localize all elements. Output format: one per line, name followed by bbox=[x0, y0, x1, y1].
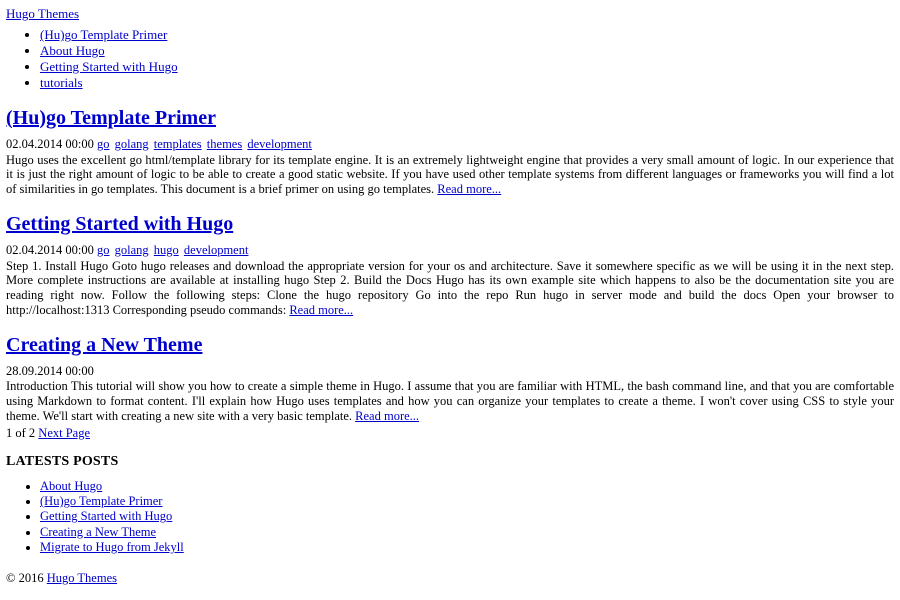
nav-link-template-primer[interactable]: (Hu)go Template Primer bbox=[40, 27, 168, 43]
latest-posts-list bbox=[6, 479, 894, 555]
list-item bbox=[40, 540, 894, 555]
post-date: 02.04.2014 00:00 bbox=[6, 136, 94, 151]
post-item bbox=[6, 213, 894, 318]
post-tag[interactable]: hugo bbox=[153, 242, 179, 257]
post-summary-text: Introduction This tutorial will show you how to create a simple theme in Hugo. I assume that you are familiar with HTML, the bash command line, and that you are comfortable using Markdown to format content. I'll explain how Hugo uses templates and how you can organize your templates to create a theme. I won't cover using CSS to style your theme. We'll start with creating a new site with a very basic template. bbox=[6, 379, 894, 423]
next-page-link[interactable]: Next Page bbox=[38, 425, 91, 440]
post-title-link[interactable]: (Hu)go Template Primer bbox=[6, 106, 216, 129]
post-tag[interactable]: go bbox=[96, 242, 110, 257]
list-item bbox=[40, 509, 894, 524]
latest-link-migrate-jekyll[interactable]: Migrate to Hugo from Jekyll bbox=[40, 539, 184, 554]
list-item bbox=[40, 494, 894, 509]
post-summary-text: Hugo uses the excellent go html/template library for its template engine. It is an extremely lightweight engine that provides a very small amount of logic. In our experience that it is just the right amount of logic to be able to create a good static website. If you have used other template systems from different languages or frameworks you will find a lot of similarities in go templates. This document is a brief primer on using go templates. bbox=[6, 152, 894, 197]
read-more-link[interactable]: Read more... bbox=[437, 182, 502, 197]
nav-item bbox=[40, 59, 894, 75]
post-summary bbox=[6, 259, 894, 318]
latest-link-creating-theme[interactable]: Creating a New Theme bbox=[40, 524, 157, 539]
post-title-link[interactable]: Creating a New Theme bbox=[6, 333, 203, 356]
post-item bbox=[6, 334, 894, 424]
post-meta bbox=[6, 243, 894, 258]
latest-link-template-primer[interactable]: (Hu)go Template Primer bbox=[40, 494, 163, 509]
site-header bbox=[6, 6, 894, 21]
post-tags bbox=[97, 137, 314, 151]
nav-item bbox=[40, 27, 894, 43]
pagination-position: 1 of 2 bbox=[6, 425, 36, 440]
post-tag[interactable]: go bbox=[96, 136, 110, 151]
post-title-link[interactable]: Getting Started with Hugo bbox=[6, 212, 234, 235]
footer-site-link[interactable]: Hugo Themes bbox=[46, 571, 117, 586]
latest-link-getting-started[interactable]: Getting Started with Hugo bbox=[40, 509, 173, 524]
post-meta bbox=[6, 364, 894, 379]
post-title bbox=[6, 213, 894, 235]
post-tag[interactable]: golang bbox=[114, 136, 149, 151]
post-tag[interactable]: templates bbox=[153, 136, 202, 151]
nav-item bbox=[40, 75, 894, 91]
post-meta bbox=[6, 137, 894, 152]
post-date: 28.09.2014 00:00 bbox=[6, 363, 94, 378]
post-tags bbox=[97, 243, 250, 257]
nav-link-getting-started[interactable]: Getting Started with Hugo bbox=[40, 59, 178, 75]
post-title bbox=[6, 334, 894, 356]
list-item bbox=[40, 525, 894, 540]
nav-link-tutorials[interactable]: tutorials bbox=[40, 74, 83, 90]
list-item bbox=[40, 479, 894, 494]
site-footer bbox=[6, 571, 894, 586]
post-tag[interactable]: themes bbox=[206, 136, 243, 151]
post-date: 02.04.2014 00:00 bbox=[6, 242, 94, 257]
main-navigation bbox=[6, 27, 894, 90]
post-tag[interactable]: development bbox=[183, 242, 249, 257]
nav-link-about-hugo[interactable]: About Hugo bbox=[40, 43, 105, 59]
post-title bbox=[6, 107, 894, 129]
post-item bbox=[6, 107, 894, 197]
footer-copyright: © 2016 bbox=[6, 571, 44, 586]
post-summary bbox=[6, 379, 894, 423]
post-summary-text: Step 1. Install Hugo Goto hugo releases and download the appropriate version for your os and architecture. Save it somewhere specific as we will be using it in the next step. More complete instructions are available at installing hugo Step 2. Build the Docs Hugo has its own example site which happens to also be the documentation site you are reading right now. Follow the following steps: Clone the hugo repository Go into the repo Run hugo in server mode and build the docs Open your browser to http://localhost:1313 Corresponding pseudo commands: bbox=[6, 258, 894, 317]
nav-item bbox=[40, 43, 894, 59]
post-list bbox=[6, 107, 894, 441]
site-title-link[interactable]: Hugo Themes bbox=[6, 6, 80, 21]
latest-posts-section bbox=[6, 454, 894, 555]
post-tag[interactable]: development bbox=[247, 136, 312, 151]
latest-posts-heading: LATESTS POSTS bbox=[6, 454, 119, 470]
read-more-link[interactable]: Read more... bbox=[355, 408, 420, 423]
read-more-link[interactable]: Read more... bbox=[289, 302, 354, 317]
pagination bbox=[6, 426, 894, 441]
post-summary bbox=[6, 153, 894, 197]
latest-link-about-hugo[interactable]: About Hugo bbox=[40, 478, 103, 493]
main-nav-list bbox=[6, 27, 894, 90]
post-tag[interactable]: golang bbox=[114, 242, 149, 257]
